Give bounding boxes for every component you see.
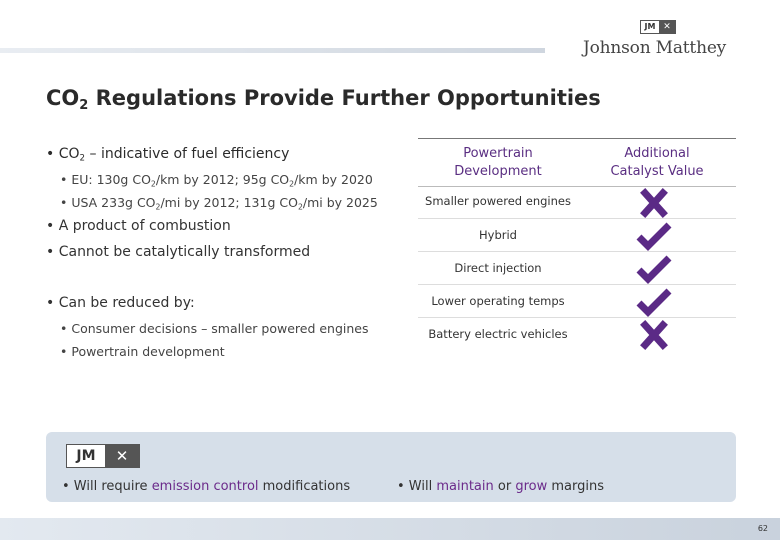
jm-logo-mark	[640, 20, 676, 34]
header-powertrain-development	[418, 145, 578, 181]
jm-logo-mark	[66, 444, 140, 468]
banner-right-post: margins	[547, 479, 604, 494]
check-mark-icon	[636, 221, 672, 251]
row-divider	[418, 218, 736, 219]
usa-text-b: /mi by 2012; 131g CO	[160, 195, 298, 210]
sub-bullet-powertrain-development: • Powertrain development	[60, 344, 225, 359]
bullet-product-of-combustion: • A product of combustion	[46, 218, 231, 234]
logo-mark-x-icon: ✕	[659, 21, 675, 33]
check-mark-icon	[636, 254, 672, 284]
banner-emission-control	[62, 479, 350, 494]
banner-logo-x-icon: ✕	[105, 445, 139, 467]
banner-left-post: modifications	[258, 479, 351, 494]
page-title	[46, 86, 601, 113]
usa-text-c: /mi by 2025	[302, 195, 378, 210]
cross-mark-icon	[636, 188, 672, 218]
row-label-battery-electric: Battery electric vehicles	[428, 327, 568, 341]
summary-banner	[46, 432, 736, 502]
title-suffix: Regulations Provide Further Opportunities	[88, 86, 601, 110]
bullet-co2-prefix: • CO	[46, 146, 80, 162]
table-header-rule	[418, 186, 736, 187]
logo-mark-jm: JM	[641, 21, 659, 33]
eu-text-c: /km by 2020	[294, 172, 373, 187]
banner-right-mid: or	[493, 479, 516, 494]
usa-sub-2: 2	[297, 202, 303, 212]
header-catalyst-line2: Catalyst Value	[610, 164, 704, 179]
banner-left-highlight: emission control	[151, 479, 259, 494]
banner-logo-jm: JM	[67, 445, 105, 467]
sub-bullet-consumer-decisions: • Consumer decisions – smaller powered engines	[60, 321, 369, 336]
table-top-rule	[418, 138, 736, 139]
title-prefix: CO	[46, 86, 80, 110]
johnson-matthey-logo	[583, 20, 733, 62]
row-label-lower-operating-temps: Lower operating temps	[431, 294, 565, 308]
eu-text-b: /km by 2012; 95g CO	[155, 172, 290, 187]
brand-name: Johnson Matthey	[583, 38, 727, 58]
footer-bar	[0, 518, 780, 540]
sub-bullet-eu	[60, 172, 373, 188]
page-number: 62	[757, 524, 768, 533]
sub-bullet-usa	[60, 195, 378, 211]
header-powertrain-line2: Development	[454, 164, 542, 179]
row-label-hybrid: Hybrid	[479, 228, 517, 242]
header-catalyst-line1: Additional	[624, 146, 690, 161]
eu-text-a: • EU: 130g CO	[60, 172, 151, 187]
row-divider	[418, 251, 736, 252]
bullet-can-be-reduced: • Can be reduced by:	[46, 295, 195, 311]
bullet-co2-subscript: 2	[79, 153, 86, 164]
title-subscript: 2	[79, 97, 89, 113]
cross-mark-icon	[636, 320, 672, 350]
banner-right-highlight-grow: grow	[515, 479, 548, 494]
banner-right-highlight-maintain: maintain	[436, 479, 494, 494]
bullet-co2-fuel-efficiency	[46, 146, 289, 164]
usa-text-a: • USA 233g CO	[60, 195, 156, 210]
banner-right-pre: • Will	[397, 479, 437, 494]
header-powertrain-line1: Powertrain	[463, 146, 533, 161]
row-divider	[418, 317, 736, 318]
header-additional-catalyst-value	[592, 145, 722, 181]
row-label-direct-injection: Direct injection	[454, 261, 542, 275]
usa-sub-1: 2	[155, 202, 161, 212]
eu-sub-1: 2	[150, 179, 156, 189]
eu-sub-2: 2	[289, 179, 295, 189]
row-label-smaller-engines: Smaller powered engines	[425, 194, 571, 208]
banner-left-pre: • Will require	[62, 479, 152, 494]
bullet-cannot-be-transformed: • Cannot be catalytically transformed	[46, 244, 311, 260]
check-mark-icon	[636, 287, 672, 317]
header-rule	[0, 48, 545, 53]
row-divider	[418, 284, 736, 285]
bullet-co2-suffix: – indicative of fuel efficiency	[85, 146, 290, 162]
banner-margins	[397, 479, 604, 494]
